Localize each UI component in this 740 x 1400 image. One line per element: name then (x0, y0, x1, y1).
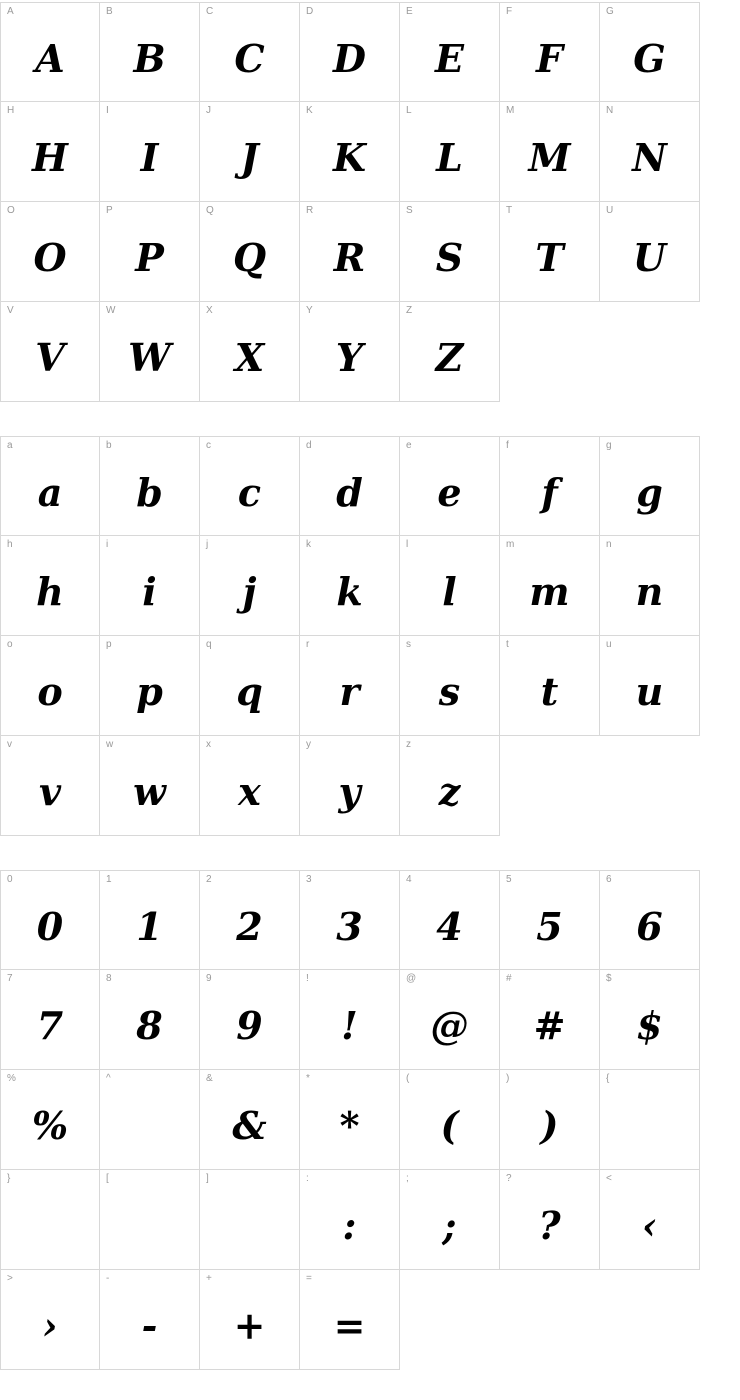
glyph-cell[interactable] (600, 970, 700, 1070)
glyph-cell[interactable] (500, 2, 600, 102)
glyph-sample: ‹ (641, 1203, 658, 1248)
glyph-sample: F (536, 36, 563, 81)
glyph-cell[interactable] (400, 102, 500, 202)
glyph-cell-label: + (206, 1273, 212, 1284)
glyph-cell[interactable] (300, 1270, 400, 1370)
block-separator (0, 836, 740, 870)
glyph-cell-label: = (306, 1273, 312, 1284)
glyph-cell-label: W (106, 305, 116, 316)
glyph-sample: P (135, 235, 164, 280)
glyph-cell-label: b (106, 440, 112, 451)
glyph-cell[interactable] (500, 1170, 600, 1270)
glyph-cell[interactable] (0, 1270, 100, 1370)
glyph-cell-label: u (606, 639, 612, 650)
glyph-cell-empty (500, 1270, 600, 1370)
glyph-cell-label: I (106, 105, 109, 116)
glyph-cell[interactable] (100, 536, 200, 636)
glyph-cell[interactable] (100, 636, 200, 736)
glyph-cell[interactable] (100, 2, 200, 102)
glyph-cell[interactable] (600, 1170, 700, 1270)
glyph-cell-label: v (7, 739, 12, 750)
glyph-cell-label: m (506, 539, 515, 550)
glyph-cell[interactable] (600, 102, 700, 202)
glyph-cell[interactable] (300, 536, 400, 636)
glyph-cell-label: J (206, 105, 211, 116)
glyph-cell[interactable] (400, 302, 500, 402)
glyph-cell[interactable] (100, 1170, 200, 1270)
glyph-cell[interactable] (500, 202, 600, 302)
glyph-sample: W (128, 335, 171, 380)
glyph-sample: Q (232, 235, 267, 280)
glyph-cell[interactable] (0, 202, 100, 302)
glyph-cell-label: 3 (306, 874, 312, 885)
glyph-cell-label: 4 (406, 874, 412, 885)
glyph-sample: G (633, 36, 666, 81)
glyph-cell-label: ] (206, 1173, 209, 1184)
glyph-sample: - (141, 1303, 158, 1348)
glyph-cell-label: w (106, 739, 114, 750)
glyph-cell-label: r (306, 639, 310, 650)
glyph-cell[interactable] (200, 536, 300, 636)
glyph-sample: ( (440, 1103, 459, 1148)
glyph-cell[interactable] (600, 202, 700, 302)
glyph-sample: ; (442, 1203, 457, 1248)
glyph-sample: b (136, 470, 163, 515)
glyph-sample: ) (540, 1103, 559, 1148)
glyph-cell[interactable] (0, 2, 100, 102)
glyph-sample: 8 (136, 1003, 163, 1048)
glyph-sample: H (32, 135, 68, 180)
glyph-cell[interactable] (100, 970, 200, 1070)
glyph-cell[interactable] (400, 436, 500, 536)
glyph-cell-label: # (506, 973, 512, 984)
glyph-cell[interactable] (0, 102, 100, 202)
glyph-cell-label: ? (506, 1173, 512, 1184)
glyph-sample: I (140, 135, 159, 180)
glyph-cell[interactable] (300, 636, 400, 736)
glyph-cell-label: Y (306, 305, 313, 316)
glyph-sample: c (237, 470, 262, 515)
glyph-cell[interactable] (300, 1070, 400, 1170)
glyph-sample: N (632, 135, 667, 180)
glyph-cell-label: R (306, 205, 314, 216)
glyph-sample: ! (341, 1003, 358, 1048)
glyph-sample: y (338, 769, 361, 814)
glyph-cell-label: 1 (106, 874, 112, 885)
glyph-cell[interactable] (100, 436, 200, 536)
glyph-sample: 5 (536, 904, 563, 949)
glyph-sample: V (35, 335, 65, 380)
glyph-cell-empty (600, 736, 700, 836)
glyph-cell-label: k (306, 539, 311, 550)
glyph-cell-label: n (606, 539, 612, 550)
glyph-sample: R (333, 235, 366, 280)
glyph-sample: i (142, 569, 157, 614)
glyph-sample: n (635, 569, 664, 614)
glyph-cell-label: g (606, 440, 612, 451)
glyph-sample: & (232, 1103, 267, 1148)
glyph-cell[interactable] (100, 870, 200, 970)
glyph-cell[interactable] (0, 636, 100, 736)
glyph-cell-label: 6 (606, 874, 612, 885)
glyph-cell[interactable] (100, 1070, 200, 1170)
glyph-cell-label: M (506, 105, 515, 116)
glyph-cell[interactable] (600, 870, 700, 970)
glyph-cell[interactable] (200, 302, 300, 402)
glyph-cell[interactable] (300, 302, 400, 402)
glyph-cell[interactable] (400, 1170, 500, 1270)
glyph-cell-label: i (106, 539, 109, 550)
glyph-cell-label: 7 (7, 973, 13, 984)
glyph-sample: % (31, 1103, 69, 1148)
glyph-sample: ? (538, 1203, 561, 1248)
glyph-cell-label: [ (106, 1173, 109, 1184)
glyph-cell-label: C (206, 6, 214, 17)
glyph-sample: m (529, 569, 570, 614)
glyph-block-lowercase-letters (0, 436, 700, 836)
glyph-sample: B (133, 36, 166, 81)
glyph-sample: = (333, 1303, 366, 1348)
glyph-cell[interactable] (0, 536, 100, 636)
glyph-cell[interactable] (400, 2, 500, 102)
glyph-cell-label: Z (406, 305, 413, 316)
glyph-cell[interactable] (200, 736, 300, 836)
glyph-cell[interactable] (300, 1170, 400, 1270)
glyph-cell-label: A (7, 6, 14, 17)
glyph-sample: L (436, 135, 463, 180)
glyph-cell[interactable] (200, 436, 300, 536)
glyph-cell-label: 5 (506, 874, 512, 885)
glyph-cell-label: D (306, 6, 314, 17)
glyph-cell[interactable] (600, 636, 700, 736)
glyph-sample: T (535, 235, 564, 280)
glyph-cell-label: K (306, 105, 313, 116)
glyph-cell[interactable] (400, 1070, 500, 1170)
glyph-cell-label: P (106, 205, 113, 216)
glyph-cell-label: X (206, 305, 213, 316)
glyph-sample: 4 (436, 904, 463, 949)
glyph-cell[interactable] (0, 302, 100, 402)
glyph-cell-label: ! (306, 973, 309, 984)
glyph-cell[interactable] (100, 102, 200, 202)
glyph-sample: o (37, 669, 63, 714)
glyph-cell-label: } (7, 1173, 11, 1184)
glyph-block-uppercase-letters (0, 2, 700, 402)
glyph-cell[interactable] (600, 436, 700, 536)
glyph-sample: 0 (36, 904, 64, 949)
block-separator (0, 402, 740, 436)
glyph-cell-label: 8 (106, 973, 112, 984)
glyph-sample: s (438, 669, 461, 714)
glyph-sample: f (541, 470, 558, 515)
glyph-sample: O (33, 235, 67, 280)
glyph-sample: K (332, 135, 367, 180)
glyph-sample: t (540, 669, 559, 714)
glyph-sample: 2 (236, 904, 263, 949)
glyph-sample: # (533, 1003, 566, 1048)
glyph-cell-label: j (206, 539, 209, 550)
glyph-cell[interactable] (200, 970, 300, 1070)
glyph-cell[interactable] (500, 870, 600, 970)
glyph-cell-label: h (7, 539, 13, 550)
glyph-sample: Y (335, 335, 364, 380)
glyph-cell[interactable] (300, 870, 400, 970)
glyph-cell[interactable] (500, 102, 600, 202)
glyph-cell[interactable] (200, 1070, 300, 1170)
glyph-cell[interactable] (400, 736, 500, 836)
glyph-block-digits-and-symbols (0, 870, 700, 1370)
glyph-cell-label: a (7, 440, 13, 451)
glyph-sample: w (133, 769, 166, 814)
glyph-cell-label: % (7, 1073, 16, 1084)
glyph-cell-label: ; (406, 1173, 409, 1184)
glyph-cell-empty (500, 736, 600, 836)
glyph-cell-label: N (606, 105, 614, 116)
glyph-cell-empty (400, 1270, 500, 1370)
glyph-cell-label: ( (406, 1073, 410, 1084)
glyph-cell-label: Q (206, 205, 214, 216)
glyph-cell-label: l (406, 539, 409, 550)
glyph-cell[interactable] (500, 970, 600, 1070)
glyph-cell-empty (600, 1270, 700, 1370)
glyph-cell[interactable] (400, 202, 500, 302)
glyph-cell[interactable] (300, 436, 400, 536)
glyph-sample: h (36, 569, 64, 614)
glyph-cell-label: 9 (206, 973, 212, 984)
glyph-sample: x (238, 769, 261, 814)
glyph-cell[interactable] (0, 1070, 100, 1170)
glyph-cell-label: V (7, 305, 14, 316)
character-map-blocks (0, 2, 740, 1370)
glyph-cell-label: F (506, 6, 513, 17)
glyph-cell-label: p (106, 639, 112, 650)
glyph-cell-label: & (206, 1073, 213, 1084)
glyph-cell-label: e (406, 440, 412, 451)
glyph-cell-label: ^ (106, 1073, 111, 1084)
glyph-sample: $ (636, 1003, 663, 1048)
glyph-cell-label: d (306, 440, 312, 451)
glyph-cell[interactable] (200, 102, 300, 202)
glyph-cell[interactable] (500, 636, 600, 736)
glyph-sample: S (435, 235, 464, 280)
glyph-cell[interactable] (500, 1070, 600, 1170)
glyph-cell-label: ) (506, 1073, 510, 1084)
glyph-cell-label: T (506, 205, 513, 216)
glyph-cell-label: $ (606, 973, 612, 984)
glyph-sample: l (442, 569, 457, 614)
glyph-cell-label: s (406, 639, 411, 650)
glyph-cell[interactable] (0, 436, 100, 536)
glyph-cell-label: t (506, 639, 509, 650)
glyph-cell[interactable] (200, 2, 300, 102)
glyph-sample: : (342, 1203, 357, 1248)
glyph-cell-label: x (206, 739, 211, 750)
glyph-cell[interactable] (600, 1070, 700, 1170)
glyph-cell[interactable] (500, 436, 600, 536)
glyph-cell-label: H (7, 105, 15, 116)
glyph-sample: p (136, 669, 163, 714)
glyph-cell[interactable] (0, 736, 100, 836)
glyph-sample: Z (435, 335, 464, 380)
glyph-cell-label: B (106, 6, 113, 17)
glyph-cell-label: y (306, 739, 311, 750)
glyph-sample: 1 (136, 904, 163, 949)
glyph-sample: z (438, 769, 461, 814)
glyph-cell[interactable] (200, 870, 300, 970)
glyph-sample: 3 (336, 904, 363, 949)
glyph-cell-label: c (206, 440, 211, 451)
glyph-cell-label: 0 (7, 874, 13, 885)
glyph-cell[interactable] (300, 102, 400, 202)
glyph-cell[interactable] (200, 1270, 300, 1370)
glyph-sample: 6 (636, 904, 663, 949)
glyph-cell[interactable] (100, 1270, 200, 1370)
glyph-sample: D (333, 36, 366, 81)
glyph-sample: E (435, 36, 464, 81)
glyph-sample: 7 (36, 1003, 64, 1048)
glyph-cell[interactable] (400, 636, 500, 736)
glyph-sample: J (240, 135, 259, 180)
glyph-cell[interactable] (0, 870, 100, 970)
glyph-cell[interactable] (100, 202, 200, 302)
glyph-sample: 9 (236, 1003, 263, 1048)
glyph-cell-label: q (206, 639, 212, 650)
glyph-cell-label: > (7, 1273, 13, 1284)
glyph-cell[interactable] (100, 736, 200, 836)
glyph-cell[interactable] (100, 302, 200, 402)
glyph-sample: › (42, 1303, 58, 1348)
glyph-sample: * (339, 1103, 360, 1148)
glyph-cell[interactable] (300, 970, 400, 1070)
glyph-cell[interactable] (400, 870, 500, 970)
glyph-sample: + (233, 1303, 266, 1348)
glyph-sample: a (37, 470, 63, 515)
glyph-sample: e (437, 470, 462, 515)
glyph-cell-label: f (506, 440, 509, 451)
glyph-cell-label: E (406, 6, 413, 17)
glyph-sample: X (234, 335, 265, 380)
glyph-cell[interactable] (0, 1170, 100, 1270)
glyph-cell-label: : (306, 1173, 309, 1184)
glyph-sample: u (635, 669, 664, 714)
glyph-cell[interactable] (500, 536, 600, 636)
glyph-cell[interactable] (600, 2, 700, 102)
glyph-cell-label: { (606, 1073, 610, 1084)
glyph-cell-label: < (606, 1173, 612, 1184)
glyph-cell[interactable] (400, 536, 500, 636)
glyph-cell[interactable] (200, 636, 300, 736)
glyph-cell[interactable] (200, 202, 300, 302)
glyph-sample: A (35, 36, 65, 81)
glyph-cell-label: * (306, 1073, 310, 1084)
glyph-cell-label: G (606, 6, 614, 17)
glyph-cell[interactable] (200, 1170, 300, 1270)
glyph-sample: M (528, 135, 571, 180)
glyph-sample: v (38, 769, 62, 814)
glyph-sample: r (339, 669, 360, 714)
glyph-sample: k (336, 569, 363, 614)
glyph-cell-label: @ (406, 973, 417, 984)
glyph-sample: C (234, 36, 265, 81)
glyph-cell-label: o (7, 639, 13, 650)
glyph-sample: j (242, 569, 257, 614)
glyph-cell[interactable] (400, 970, 500, 1070)
glyph-cell[interactable] (300, 2, 400, 102)
glyph-cell-label: z (406, 739, 411, 750)
glyph-cell-label: L (406, 105, 412, 116)
glyph-sample: g (636, 470, 663, 515)
glyph-cell[interactable] (0, 970, 100, 1070)
glyph-cell[interactable] (300, 202, 400, 302)
glyph-cell[interactable] (300, 736, 400, 836)
glyph-cell-label: O (7, 205, 15, 216)
glyph-cell-label: - (106, 1273, 110, 1284)
glyph-sample: q (236, 669, 263, 714)
glyph-cell-label: U (606, 205, 614, 216)
glyph-cell-label: S (406, 205, 413, 216)
glyph-cell-empty (600, 302, 700, 402)
glyph-sample: @ (430, 1003, 469, 1048)
glyph-cell-label: 2 (206, 874, 212, 885)
glyph-sample: d (336, 470, 363, 515)
glyph-sample: U (632, 235, 667, 280)
glyph-cell-empty (500, 302, 600, 402)
glyph-cell[interactable] (600, 536, 700, 636)
